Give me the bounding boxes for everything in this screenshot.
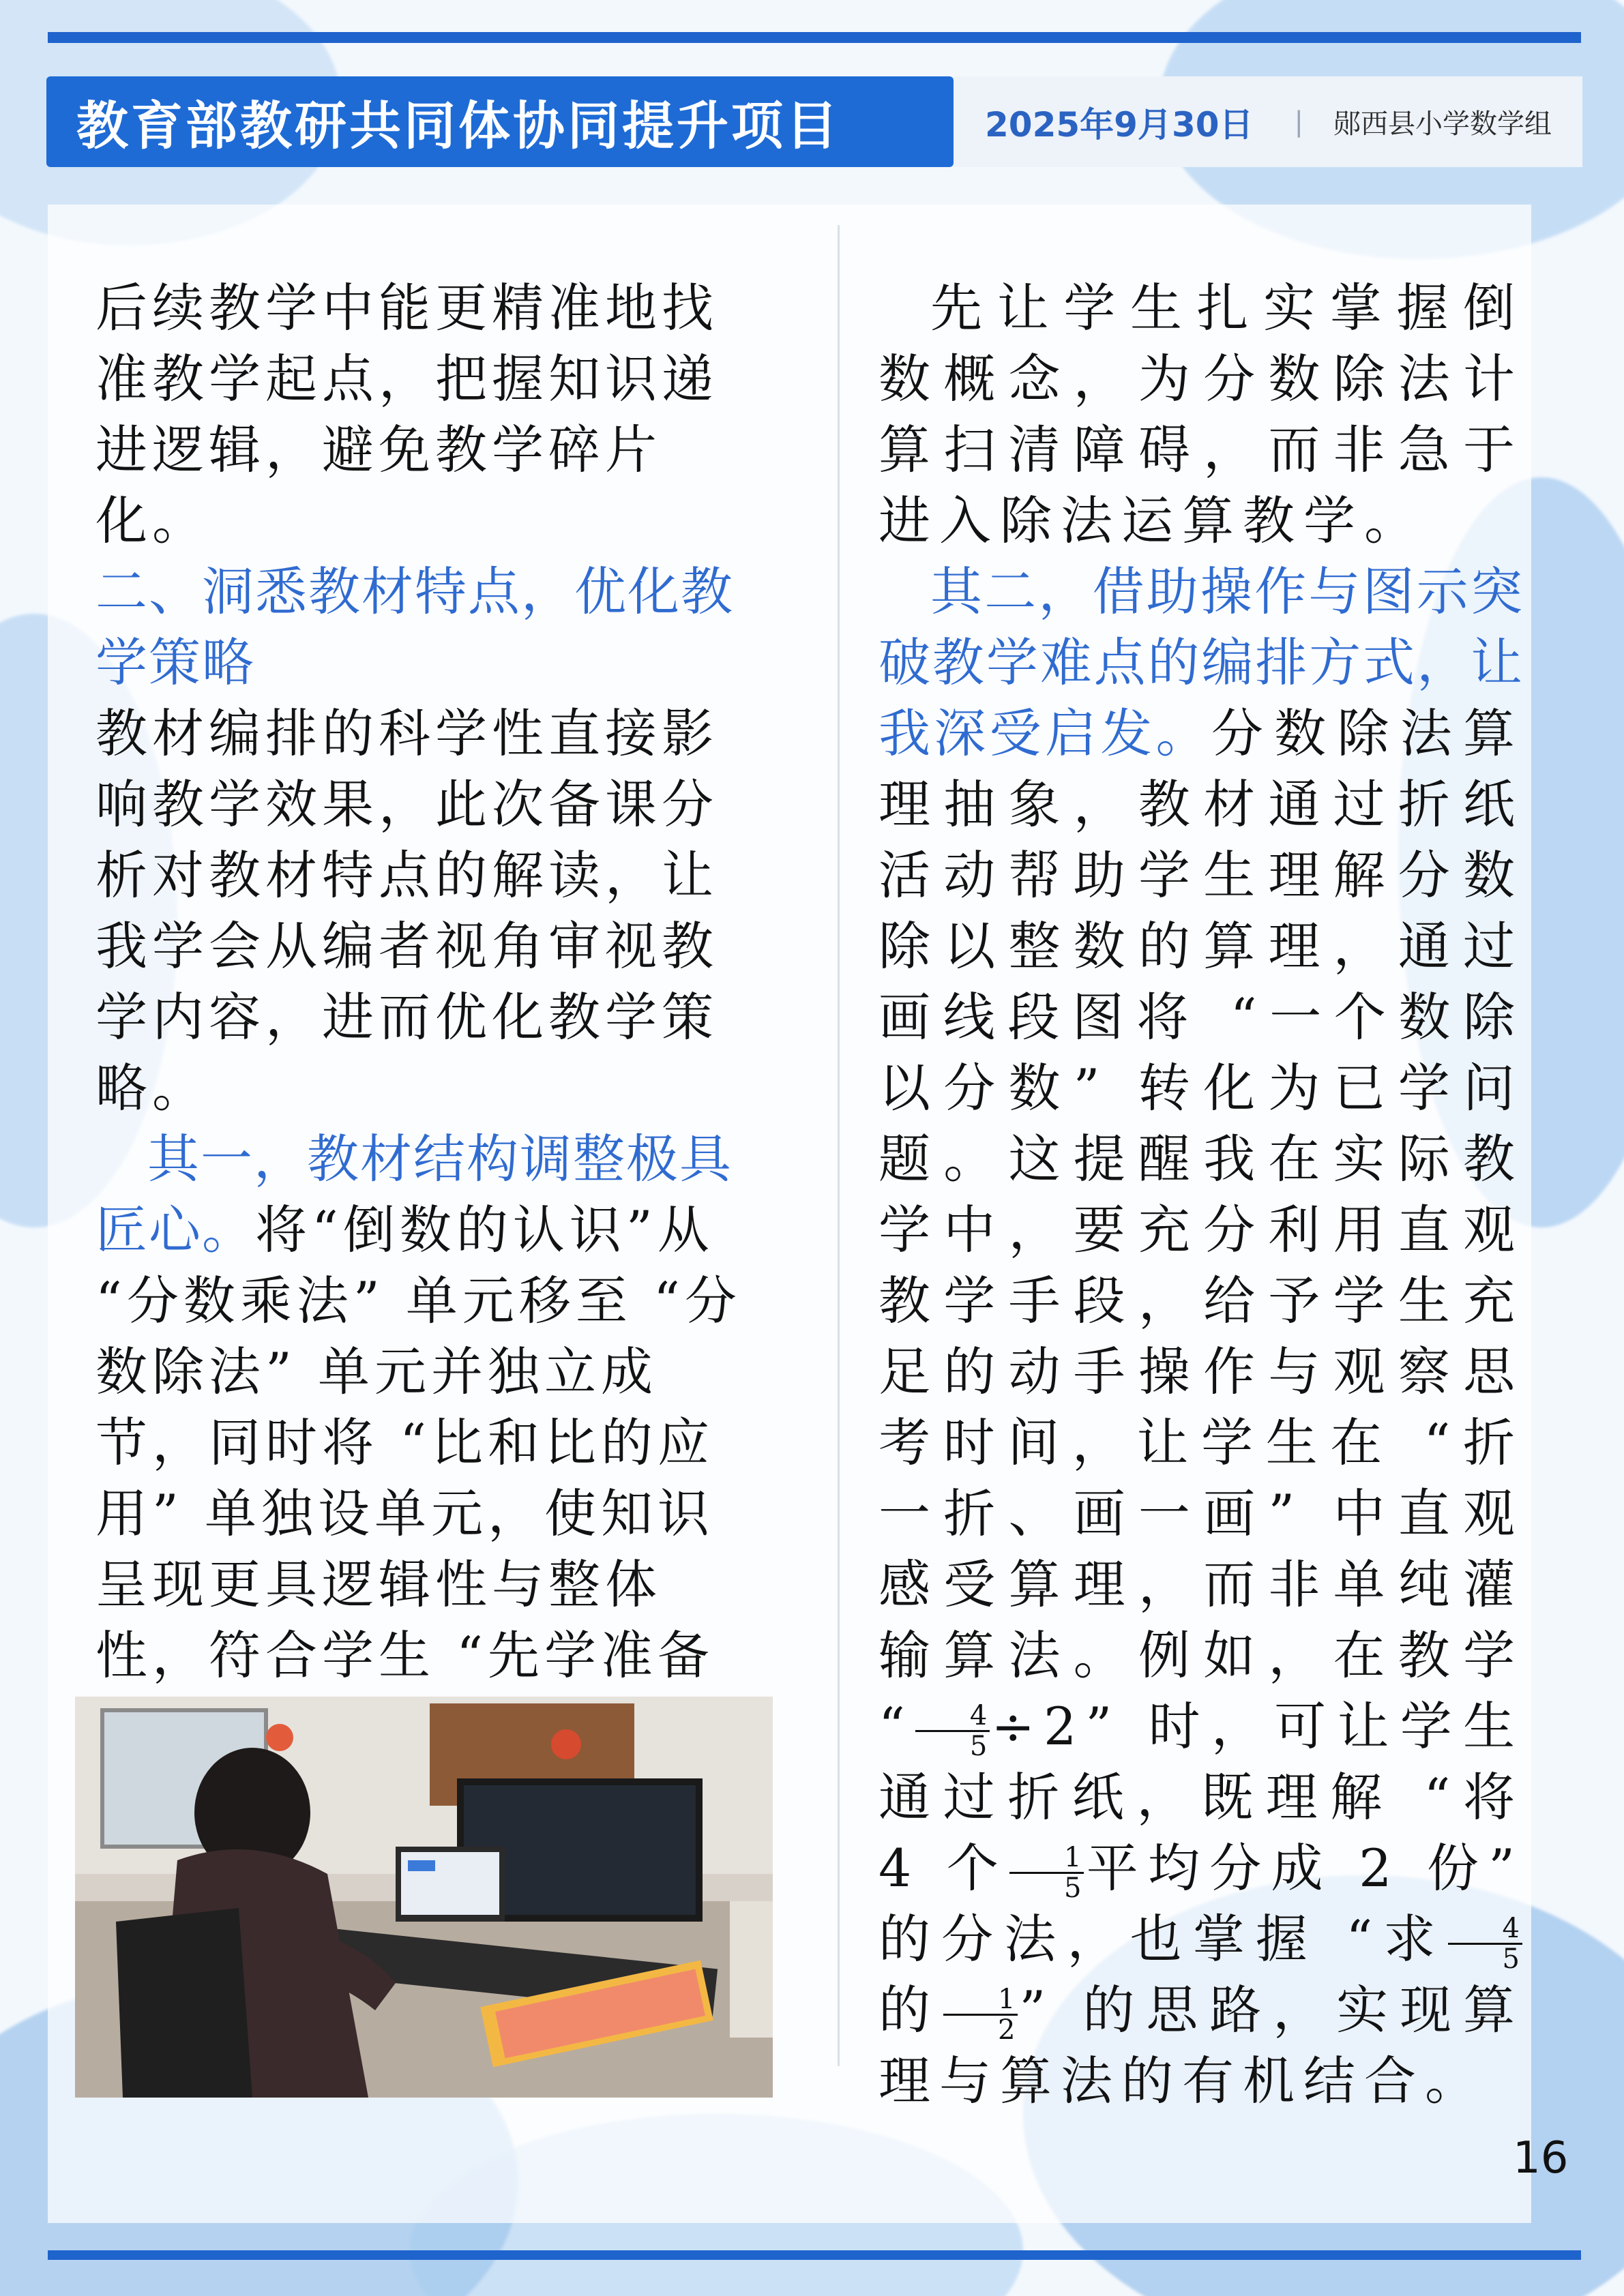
paragraph-text: 分数除法算理抽象，教材通过折纸活动帮助学生理解分数除以整数的算理，通过画线段图将 “一个数除以分数” 转化为已学问题。这提醒我在实际教学中，要充分利用直观教学手段，给予学生充足的动手操作与观察思考时间，让学生在 “折一折、画一画” 中直观感受算理，而非单纯灌输算法。例如，在教学 “ [879, 703, 1524, 1757]
paragraph [879, 556, 1524, 2117]
fraction: $\frac{1}{5}$ [1009, 1843, 1084, 1903]
paragraph-text: 的 [879, 1980, 942, 2040]
paragraph: 先让学生扎实掌握倒数概念，为分数除法计算扫清障碍，而非急于进入除法运算教学。 [879, 278, 1524, 551]
header-group: 郧西县小学数学组 [1333, 108, 1552, 140]
column-divider [838, 225, 840, 2066]
paragraph-text: ” 的思路，实现算理与算法的有机结合。 [879, 1980, 1524, 2111]
header-separator: | [1294, 106, 1304, 138]
paragraph-text: 将“倒数的认识”从 “分数乘法” 单元移至 “分数除法” 单元并独立成节，同时将 “比和比的应用” 单独设单元，使知识呈现更具逻辑性与整体性，符合学生 “先学准备 [95, 1199, 741, 1686]
page-title: 教育部教研共同体协同提升项目 [76, 95, 840, 156]
section-heading: 二、洞悉教材特点，优化教学策略 [95, 561, 734, 693]
header-date: 2025年9月30日 [985, 104, 1254, 145]
right-column [879, 273, 1524, 2117]
teacher-photo [75, 1697, 773, 2098]
highlight-text: 其一，教材结构调整极具匠心。 [95, 1129, 733, 1260]
paragraph: 教材编排的科学性直接影响教学效果，此次备课分析对教材特点的解读，让我学会从编者视角审视教学内容，进而优化教学策略。 [95, 703, 718, 1118]
paragraph: 后续教学中能更精准地找准教学起点，把握知识递进逻辑，避免教学碎片化。 [95, 278, 718, 551]
header-banner [46, 76, 954, 167]
paragraph-text: 平均分成 2 份” 的分法，也掌握 “求 [879, 1838, 1524, 1969]
photo-teacher-at-computer-icon [75, 1697, 773, 2098]
fraction: $\frac{1}{2}$ [943, 1985, 1018, 2044]
fraction: $\frac{4}{5}$ [1448, 1914, 1522, 1973]
bottom-rule [48, 2250, 1581, 2260]
header-meta [954, 76, 1582, 167]
fraction: $\frac{4}{5}$ [915, 1701, 990, 1761]
highlight-text: 其二，借助操作与图示突破教学难点的编排方式，让我深受启发。 [879, 561, 1524, 764]
left-column [95, 273, 764, 1904]
top-rule [48, 32, 1581, 43]
page-number: 16 [1513, 2133, 1569, 2183]
paragraph-text: ÷2” 时，可让学生通过折纸，既理解 “将 4 个 [879, 1696, 1524, 1898]
